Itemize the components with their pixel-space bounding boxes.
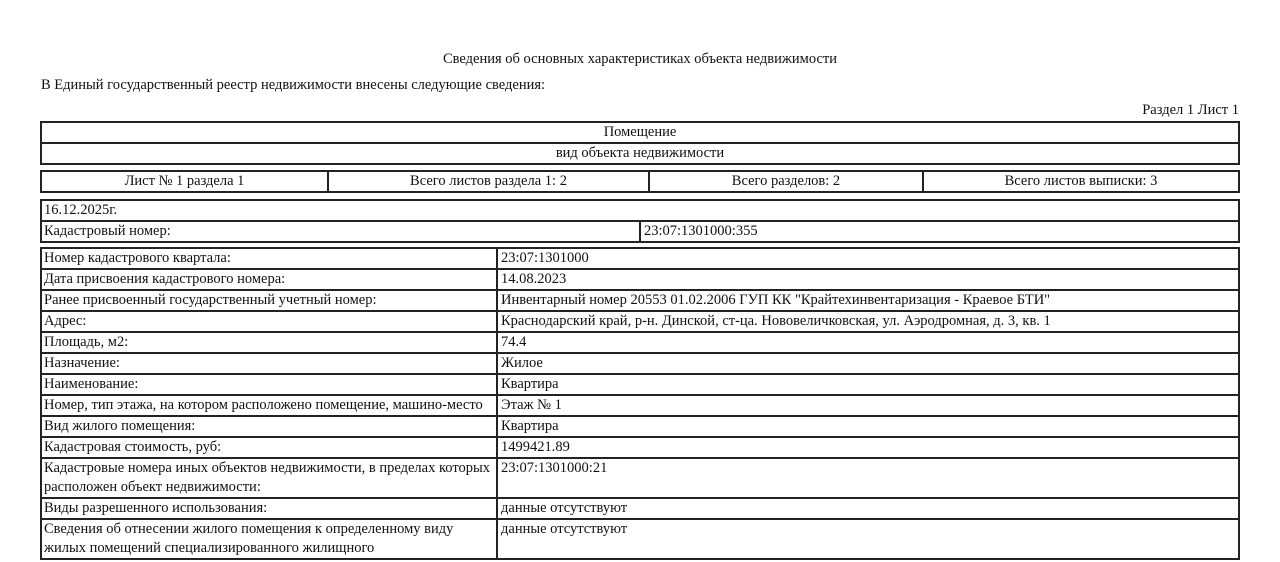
row-label: Номер, тип этажа, на котором расположено помещение, машино-место [41,395,497,416]
row-label: Сведения об отнесении жилого помещения к определенному виду жилых помещений специализированного жилищного [41,519,497,559]
row-label: Виды разрешенного использования: [41,498,497,519]
row-label: Дата присвоения кадастрового номера: [41,269,497,290]
row-label: Кадастровые номера иных объектов недвижимости, в пределах которых расположен объект недвижимости: [41,458,497,498]
sections-total: Всего разделов: 2 [649,171,923,192]
table-row [41,290,1239,311]
table-row [41,395,1239,416]
row-value: данные отсутствуют [497,498,1239,519]
row-value: Квартира [497,374,1239,395]
table-row [41,498,1239,519]
table-row [41,519,1239,559]
table-row [41,374,1239,395]
table-row [41,248,1239,269]
intro-text: В Единый государственный реестр недвижимости внесены следующие сведения: [41,77,546,93]
section-sheets-total: Всего листов раздела 1: 2 [328,171,649,192]
row-value: 1499421.89 [497,437,1239,458]
cadastral-number-label: Кадастровый номер: [41,221,640,242]
sheet-info-table [40,170,1240,193]
characteristics-table [40,247,1240,560]
document-title: Сведения об основных характеристиках объекта недвижимости [442,51,838,67]
table-row [41,437,1239,458]
object-type-caption: вид объекта недвижимости [41,143,1239,164]
table-row [41,332,1239,353]
row-value: данные отсутствуют [497,519,1239,559]
row-value: 23:07:1301000 [497,248,1239,269]
row-value: Краснодарский край, р-н. Динской, ст-ца. Нововеличковская, ул. Аэродромная, д. 3, кв. 1 [497,311,1239,332]
sheet-number: Лист № 1 раздела 1 [41,171,328,192]
table-row [41,458,1239,498]
row-value: Этаж № 1 [497,395,1239,416]
section-label: Раздел 1 Лист 1 [1142,102,1239,118]
row-label: Адрес: [41,311,497,332]
object-type: Помещение [41,122,1239,143]
table-row [41,311,1239,332]
row-value: 23:07:1301000:21 [497,458,1239,498]
row-label: Ранее присвоенный государственный учетный номер: [41,290,497,311]
table-row [41,416,1239,437]
row-value: Инвентарный номер 20553 01.02.2006 ГУП КК "Крайтехинвентаризация - Краевое БТИ" [497,290,1239,311]
table-row [41,269,1239,290]
table-row [41,353,1239,374]
extract-date: 16.12.2025г. [41,200,1239,221]
row-value: Квартира [497,416,1239,437]
row-value: Жилое [497,353,1239,374]
row-label: Вид жилого помещения: [41,416,497,437]
row-value: 74.4 [497,332,1239,353]
date-table [40,199,1240,243]
cadastral-number-value: 23:07:1301000:355 [640,221,1239,242]
object-type-table [40,121,1240,165]
row-label: Номер кадастрового квартала: [41,248,497,269]
extract-sheets-total: Всего листов выписки: 3 [923,171,1239,192]
row-label: Наименование: [41,374,497,395]
row-label: Площадь, м2: [41,332,497,353]
row-label: Назначение: [41,353,497,374]
row-value: 14.08.2023 [497,269,1239,290]
row-label: Кадастровая стоимость, руб: [41,437,497,458]
